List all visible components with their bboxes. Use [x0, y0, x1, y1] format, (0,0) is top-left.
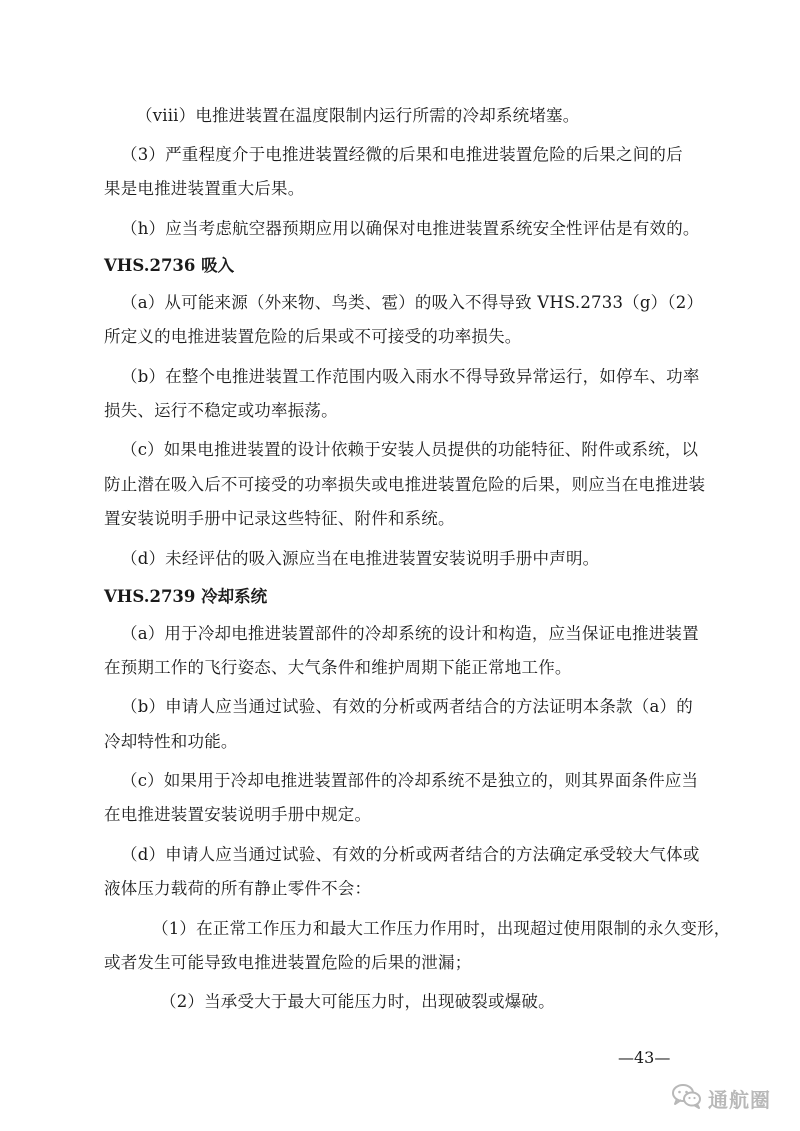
page-number: —43— — [618, 1048, 671, 1067]
watermark — [672, 1083, 771, 1113]
text-line: 防止潜在吸入后不可接受的功率损失或电推进装置危险的后果，则应当在电推进装 — [104, 475, 706, 494]
text-line: （c）如果电推进装置的设计依赖于安装人员提供的功能特征、附件或系统，以 — [121, 440, 699, 459]
watermark-text: 通航圈 — [708, 1087, 771, 1112]
section-heading: VHS.2736 吸入 — [104, 256, 235, 275]
text-line: 所定义的电推进装置危险的后果或不可接受的功率损失。 — [104, 327, 522, 346]
text-line: 损失、运行不稳定或功率振荡。 — [104, 401, 338, 420]
text-line: （d）未经评估的吸入源应当在电推进装置安装说明手册中声明。 — [121, 549, 600, 568]
text-line: 或者发生可能导致电推进装置危险的后果的泄漏； — [104, 953, 472, 972]
text-line: （a）用于冷却电推进装置部件的冷却系统的设计和构造，应当保证电推进装置 — [121, 624, 699, 643]
text-line: （1）在正常工作压力和最大工作压力作用时，出现超过使用限制的永久变形， — [152, 919, 731, 938]
text-line: （viii）电推进装置在温度限制内运行所需的冷却系统堵塞。 — [136, 106, 580, 125]
text-line: （2）当承受大于最大可能压力时，出现破裂或爆破。 — [160, 992, 555, 1011]
text-line: （a）从可能来源（外来物、鸟类、雹）的吸入不得导致 VHS.2733（g）（2） — [121, 293, 704, 312]
text-line: 在预期工作的飞行姿态、大气条件和维护周期下能正常地工作。 — [104, 658, 572, 677]
text-line: 置安装说明手册中记录这些特征、附件和系统。 — [104, 509, 455, 528]
text-line: 果是电推进装置重大后果。 — [104, 179, 305, 198]
text-line: （d）申请人应当通过试验、有效的分析或两者结合的方法确定承受较大气体或 — [121, 845, 700, 864]
text-line: 冷却特性和功能。 — [104, 732, 238, 751]
text-line: 在电推进装置安装说明手册中规定。 — [104, 805, 372, 824]
section-heading: VHS.2739 冷却系统 — [104, 587, 268, 606]
text-line: （3）严重程度介于电推进装置经微的后果和电推进装置危险的后果之间的后 — [121, 145, 683, 164]
text-line: （b）在整个电推进装置工作范围内吸入雨水不得导致异常运行，如停车、功率 — [121, 367, 700, 386]
text-line: 液体压力载荷的所有静止零件不会： — [104, 879, 372, 898]
text-line: （h）应当考虑航空器预期应用以确保对电推进装置系统安全性评估是有效的。 — [121, 219, 700, 238]
wechat-icon — [672, 1083, 702, 1113]
text-line: （c）如果用于冷却电推进装置部件的冷却系统不是独立的，则其界面条件应当 — [121, 771, 699, 790]
text-line: （b）申请人应当通过试验、有效的分析或两者结合的方法证明本条款（a）的 — [121, 697, 693, 716]
